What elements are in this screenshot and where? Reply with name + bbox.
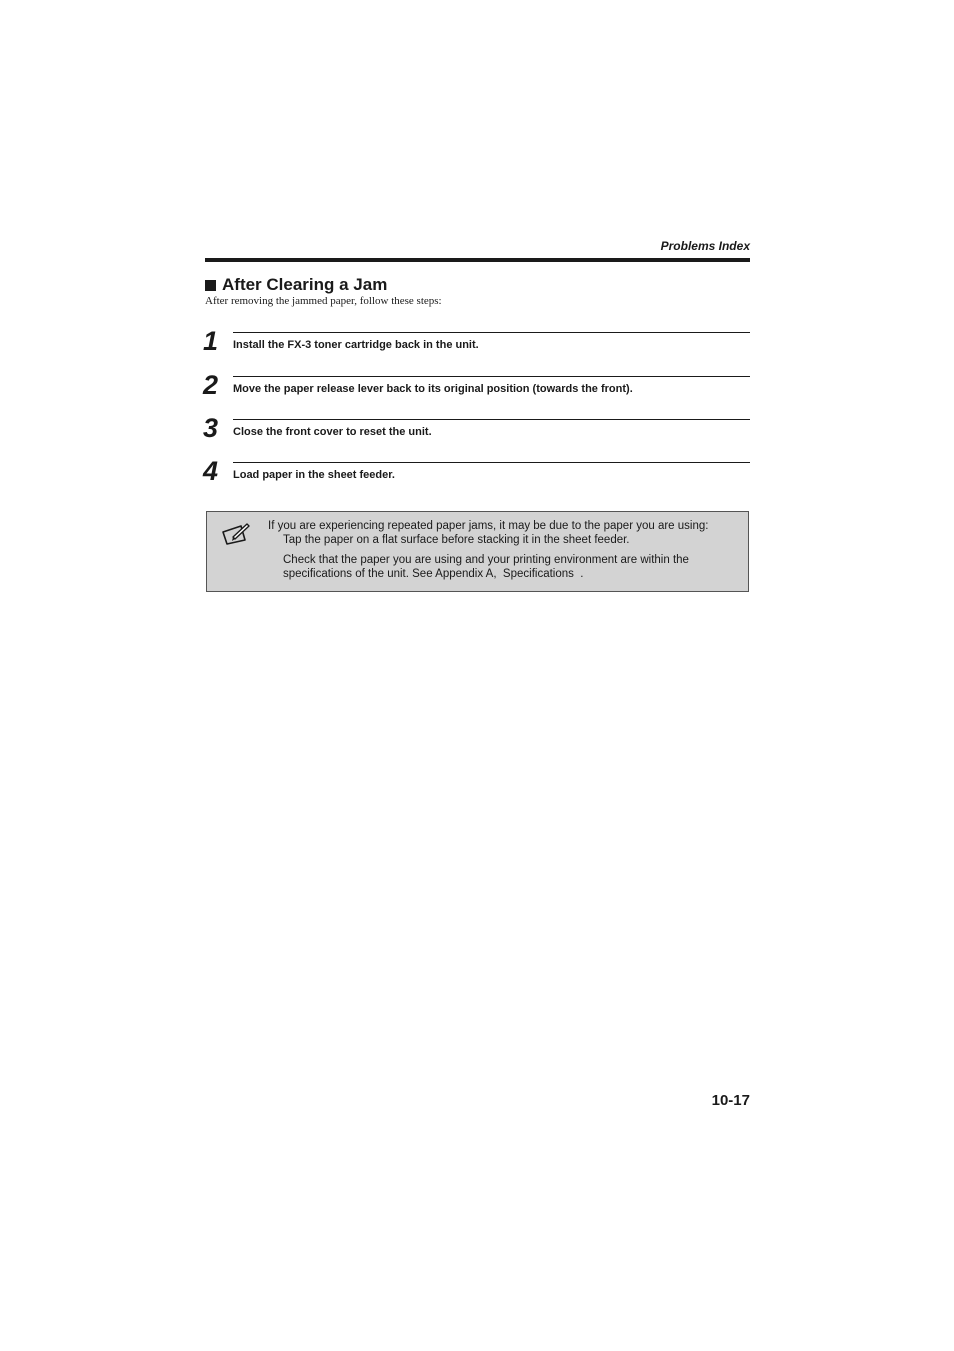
step-number: 4 bbox=[203, 456, 219, 486]
note-text bbox=[268, 519, 738, 581]
step-text: Load paper in the sheet feeder. bbox=[233, 469, 395, 481]
note-pencil-icon bbox=[221, 522, 251, 546]
step-rule bbox=[233, 419, 750, 420]
note-item: Tap the paper on a flat surface before stacking it in the sheet feeder. bbox=[283, 534, 630, 546]
step-2 bbox=[203, 370, 750, 416]
step-text: Install the FX-3 toner cartridge back in the unit. bbox=[233, 339, 479, 351]
step-rule bbox=[233, 462, 750, 463]
page-number: 10-17 bbox=[711, 1092, 750, 1109]
step-3 bbox=[203, 413, 750, 459]
note-item: Check that the paper you are using and your printing environment are within the specifications of the unit. See Appendix A, Specifications . bbox=[283, 554, 689, 580]
header-rule bbox=[205, 258, 750, 262]
running-header: Problems Index bbox=[660, 239, 750, 253]
section-bullet-square-icon bbox=[205, 280, 216, 291]
step-number: 1 bbox=[203, 326, 219, 356]
step-text: Close the front cover to reset the unit. bbox=[233, 426, 432, 438]
step-4 bbox=[203, 456, 750, 502]
step-number: 3 bbox=[203, 413, 219, 443]
note-lead: If you are experiencing repeated paper jams, it may be due to the paper you are using: bbox=[268, 520, 709, 532]
section-title: After Clearing a Jam bbox=[222, 275, 388, 294]
step-1 bbox=[203, 326, 750, 372]
section-heading bbox=[205, 275, 387, 295]
step-number: 2 bbox=[203, 370, 219, 400]
step-rule bbox=[233, 332, 750, 333]
note-box bbox=[206, 511, 749, 592]
section-intro: After removing the jammed paper, follow these steps: bbox=[205, 295, 442, 307]
step-rule bbox=[233, 376, 750, 377]
step-text: Move the paper release lever back to its original position (towards the front). bbox=[233, 383, 633, 395]
